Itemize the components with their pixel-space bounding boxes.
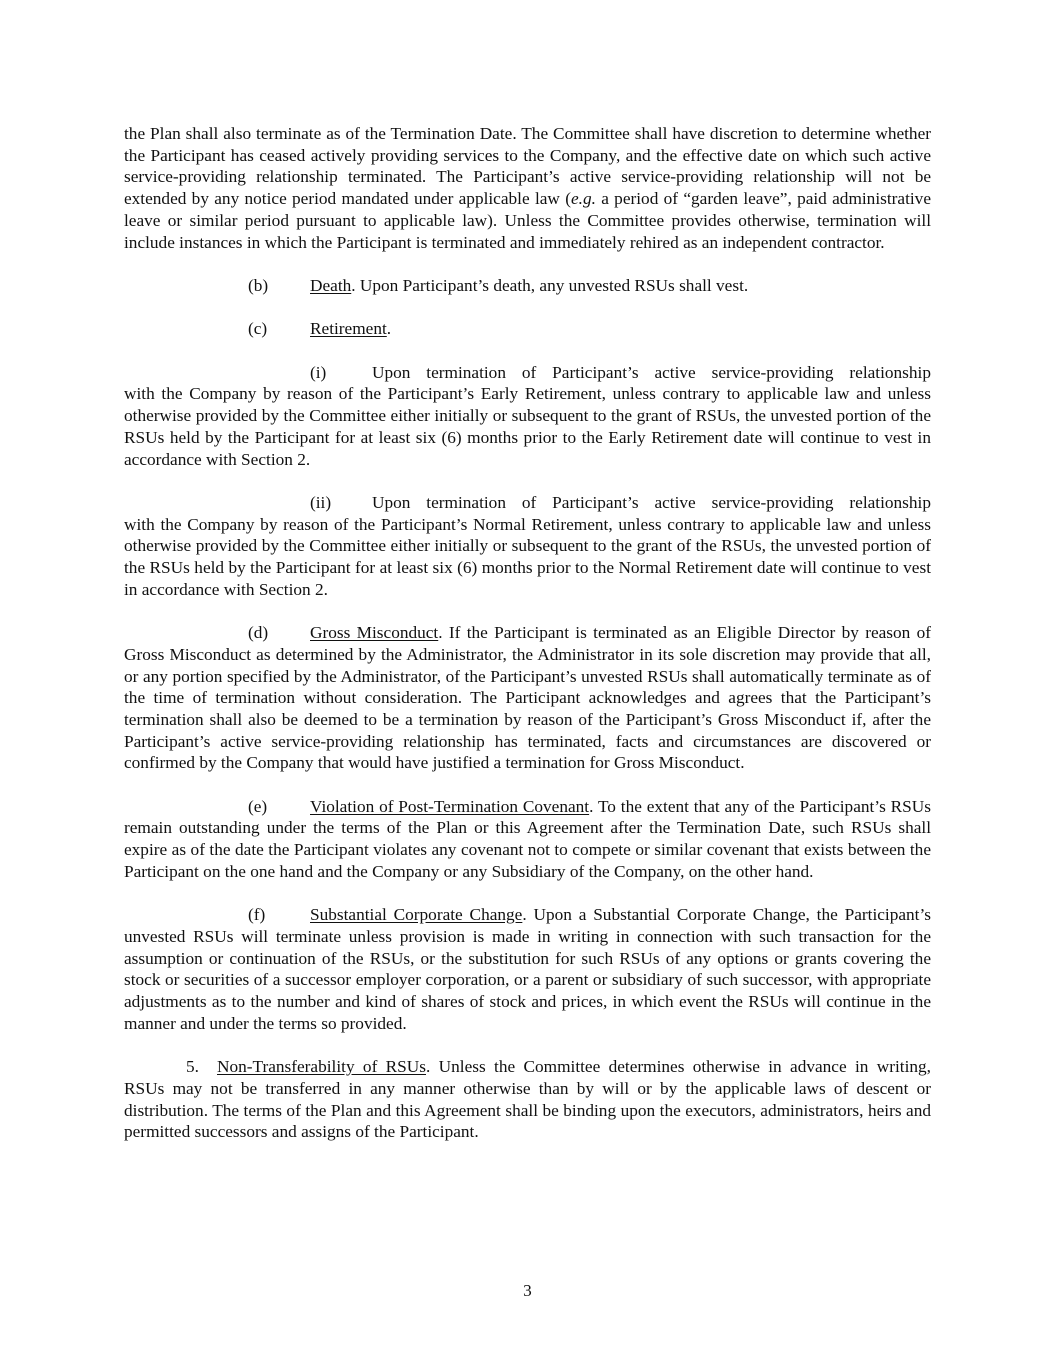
section-e [124,796,931,883]
section-c-title: Retirement [310,319,387,339]
section-c-ii-first-line: Upon termination of Participant’s active service-providing relationship [372,492,931,512]
section-d-label: (d) [248,623,269,643]
section-c-label: (c) [248,319,268,339]
section-b-text: . Upon Participant’s death, any unvested RSUs shall vest. [351,275,749,295]
section-d-text: . If the Participant is terminated as an Eligible Director by reason of Gross Misconduct as determined by the Administrator, the Administrator in its sole discretion may provide that all, or any portion specified by the Administrator, of the Participant’s unvested RSUs shall automatically terminate as of the time of termination without consideration. The Participant acknowledges and agrees that the Participant’s termination shall also be deemed to be a termination by reason of the Participant’s Gross Misconduct if, after the Participant’s active service-providing relationship has terminated, facts and circumstances are discovered or confirmed by the Company that would have justified a termination for Gross Misconduct. [124,623,932,773]
document-page [124,123,931,1143]
section-f-text: . Upon a Substantial Corporate Change, the Participant’s unvested RSUs will terminate unless provision is made in writing in connection with such transaction for the assumption or continuation of the RSUs, or the substitution for such RSUs of any options or grants covering the stock or securities of a successor employer corporation, or a parent or subsidiary of such successor, with appropriate adjustments as to the number and kind of shares of stock and prices, in which event the RSUs will continue in the manner and under the terms so provided. [124,905,931,1033]
section-d [124,622,931,774]
section-b-title: Death [310,275,352,295]
section-c-ii [124,492,931,601]
section-c-i-first-line: Upon termination of Participant’s active service-providing relationship [372,362,931,382]
page-number: 3 [523,1281,532,1300]
section-b-label: (b) [248,275,269,295]
intro-text-after: a period of “garden leave”, paid administrative leave or similar period pursuant to applicable law). Unless the Committee provides otherwise, termination will include instances in which the Participant is terminated and immediately rehired as an independent contractor. [124,189,931,252]
section-e-label: (e) [248,796,268,816]
section-d-title: Gross Misconduct [310,623,439,643]
section-c-ii-label: (ii) [310,492,332,512]
section-c-text: . [386,319,392,339]
intro-italic: e.g. [570,189,596,209]
section-5 [124,1056,931,1143]
section-f [124,904,931,1034]
section-5-title: Non-Transferability of RSUs [217,1057,426,1077]
section-c-i [124,362,931,471]
section-f-label: (f) [248,905,266,925]
section-c-i-text: with the Company by reason of the Participant’s Early Retirement, unless contrary to applicable law and unless otherwise provided by the Committee either initially or subsequent to the grant of RSUs, the unvested portion of the RSUs held by the Participant for at least six (6) months prior to the Early Retirement date will continue to vest in accordance with Section 2. [124,384,931,469]
section-b [124,275,931,297]
section-5-label: 5. [186,1057,199,1077]
intro-text: the Plan shall also terminate as of the Termination Date. The Committee shall have discretion to determine whether the Participant has ceased actively providing services to the Company, and the effective date on which such active service-providing relationship terminated. The Participant’s active service-providing relationship will not be extended by any notice period mandated under applicable law ( [124,124,931,209]
section-f-title: Substantial Corporate Change [310,905,523,925]
section-e-text: . To the extent that any of the Participant’s RSUs remain outstanding under the terms of the Plan or this Agreement after the Termination Date, such RSUs shall expire as of the date the Participant violates any covenant not to compete or similar covenant that exists between the Participant on the one hand and the Company or any Subsidiary of the Company, on the other hand. [124,796,932,881]
section-e-title: Violation of Post-Termination Covenant [310,796,590,816]
section-5-text: . Unless the Committee determines otherwise in advance in writing, RSUs may not be transferred in any manner otherwise than by will or by the applicable laws of descent or distribution. The terms of the Plan and this Agreement shall be binding upon the executors, administrators, heirs and permitted successors and assigns of the Participant. [124,1057,931,1142]
section-c-i-label: (i) [310,362,327,382]
intro-paragraph [124,123,931,253]
section-c-ii-text: with the Company by reason of the Participant’s Normal Retirement, unless contrary to applicable law and unless otherwise provided by the Committee either initially or subsequent to the grant of the RSUs, the unvested portion of the RSUs held by the Participant for at least six (6) months prior to the Normal Retirement date will continue to vest in accordance with Section 2. [124,514,931,599]
section-c [124,318,931,340]
